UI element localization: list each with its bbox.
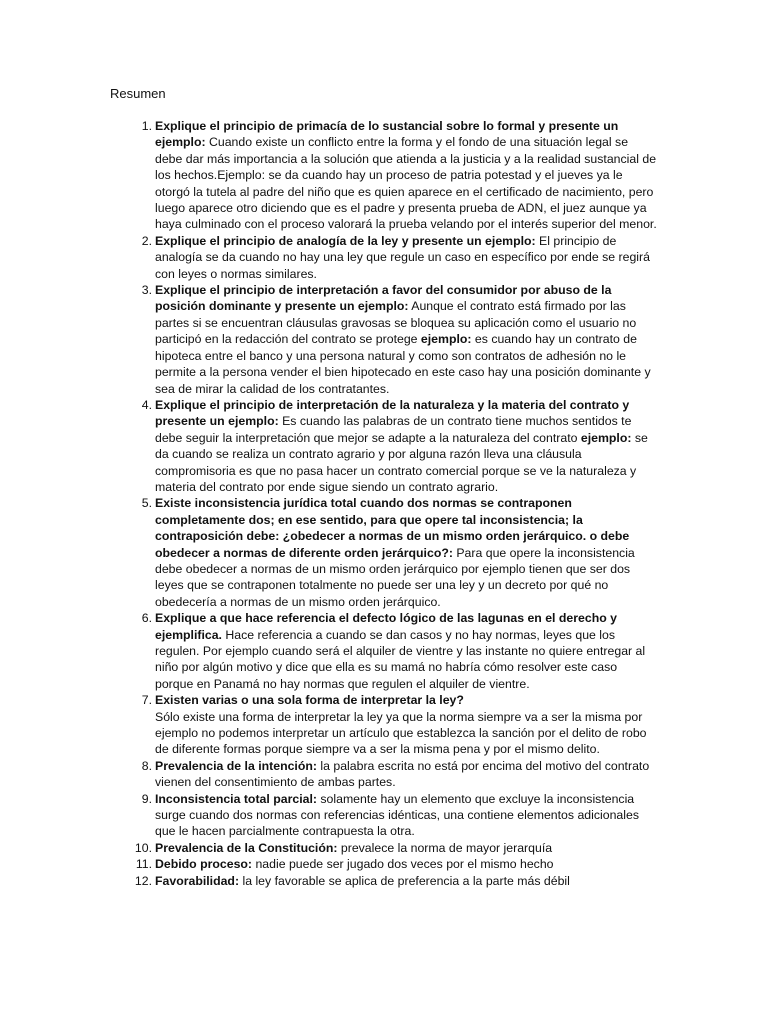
item-question: Existen varias o una sola forma de interpretar la ley?: [155, 693, 464, 708]
list-item: [110, 856, 658, 872]
item-question: Existe inconsistencia jurídica total cuando dos normas se contraponen completamente dos; en ese sentido, para que opere tal inconsistencia; la contraposición debe: ¿obedecer a normas de un mismo orden jerárquico. o debe obedecer a normas de diferente orden jerárquico?:: [155, 496, 630, 560]
item-example-text: se da cuando se realiza un contrato agrario y por alguna razón lleva una cláusula compromisoria es que no pasa hacer un contrato comercial porque se ve la naturaleza y materia del contrato por ende sigue siendo un contrato agrario.: [155, 430, 648, 494]
item-number: 12.: [134, 873, 152, 888]
item-number: 10.: [134, 840, 152, 855]
list-item: [110, 118, 658, 233]
item-answer: la palabra escrita no está por encima del motivo del contrato vienen del consentimiento de ambas partes.: [155, 758, 650, 790]
item-number: 8.: [141, 758, 152, 773]
list-item: [110, 495, 658, 610]
list-item: [110, 791, 658, 840]
list-item: [110, 692, 658, 758]
document-heading: Resumen: [110, 86, 166, 101]
item-question: Inconsistencia total parcial:: [155, 791, 317, 806]
item-number: 1.: [141, 119, 152, 133]
item-number: 4.: [141, 397, 152, 412]
list-item: [110, 233, 658, 282]
item-answer: Hace referencia a cuando se dan casos y no hay normas, leyes que los regulen. Por ejemplo cuando será el alquiler de vientre y las instante no quiere entregar al niño por algún motivo y dice que ella es su mamá no habría cómo resolver este caso porque en Panamá no hay normas que regulen el alquiler de vientre.: [155, 627, 646, 691]
list-item: [110, 758, 658, 791]
item-number: 6.: [141, 611, 152, 626]
item-question: Explique a que hace referencia el defecto lógico de las lagunas en el derecho y ejemplifica.: [155, 611, 617, 642]
list-item: [110, 397, 658, 495]
list-item: [110, 610, 658, 692]
item-answer: Para que opere la inconsistencia debe obedecer a normas de un mismo orden jerárquico por ejemplo tienen que ser dos leyes que se contraponen totalmente no puede ser una ley y un decreto por qué no obedecería a normas de un mismo orden jerárquico.: [155, 545, 635, 609]
item-question: Prevalencia de la intención:: [155, 758, 317, 773]
item-question: Favorabilidad:: [155, 873, 240, 888]
question-list: [110, 118, 658, 889]
list-item: [110, 282, 658, 397]
item-answer: El principio de analogía se da cuando no hay una ley que regule un caso en específico por ende se regirá con leyes o normas similares.: [155, 233, 650, 281]
item-answer: Sólo existe una forma de interpretar la ley ya que la norma siempre va a ser la misma por ejemplo no podemos interpretar un artículo que establezca la sanción por el delito de robo de diferente formas porque siempre va a ser la misma pena y por el mismo delito.: [155, 709, 647, 757]
item-answer: Aunque el contrato está firmado por las partes si se encuentran cláusulas gravosas se bloquea su aplicación como el usuario no participó en la redacción del contrato se protege: [155, 299, 637, 347]
item-example-label: ejemplo:: [420, 332, 472, 347]
item-answer: prevalece la norma de mayor jerarquía: [337, 840, 553, 855]
item-question: Explique el principio de interpretación a favor del consumidor por abuso de la posición dominante y presente un ejemplo:: [155, 283, 612, 314]
item-example-label: ejemplo:: [580, 430, 632, 445]
item-example-text: es cuando hay un contrato de hipoteca entre el banco y una persona natural y como son contratos de adhesión no le permite a la persona vender el bien hipotecado en este caso hay una posición dominante y sea de mirar la calidad de los contratantes.: [155, 332, 651, 396]
list-item: [110, 873, 658, 889]
item-number: 3.: [141, 283, 152, 298]
item-question: Prevalencia de la Constitución:: [155, 840, 338, 855]
item-answer: Es cuando las palabras de un contrato tiene muchos sentidos te debe seguir la interpretación que mejor se adapte a la naturaleza del contrato: [155, 414, 632, 445]
item-number: 7.: [141, 693, 152, 708]
item-question: Explique el principio de primacía de lo sustancial sobre lo formal y presente un ejemplo:: [155, 119, 619, 150]
item-number: 2.: [141, 233, 152, 248]
item-number: 11.: [135, 857, 152, 872]
item-question: Explique el principio de analogía de la ley y presente un ejemplo:: [155, 233, 536, 248]
item-question: Explique el principio de interpretación de la naturaleza y la materia del contrato y presente un ejemplo:: [155, 397, 630, 429]
item-answer: solamente hay un elemento que excluye la inconsistencia surge cuando dos normas con referencias idénticas, una contiene elementos adicionales que le hacen parcialmente contrapuesta la otra.: [155, 791, 639, 839]
item-question: Debido proceso:: [155, 857, 253, 872]
item-number: 5.: [141, 496, 152, 511]
item-answer: la ley favorable se aplica de preferencia a la parte más débil: [239, 873, 570, 888]
list-item: [110, 840, 658, 856]
item-answer: nadie puede ser jugado dos veces por el mismo hecho: [252, 857, 554, 872]
item-number: 9.: [141, 791, 152, 806]
item-answer: Cuando existe un conflicto entre la forma y el fondo de una situación legal se debe dar más importancia a la solución que atienda a la justicia y a la realidad sustancial de los hechos.Ejemplo: se da cuando hay un proceso de patria potestad y el jueves ya le otorgó la tutela al padre del niño que es quien aparece en el certificado de nacimiento, pero luego aparece otro diciendo que es el padre y presenta prueba de ADN, el juez aunque ya haya culminado con el proceso valorará la prueba velando por el interés superior del menor.: [155, 135, 657, 232]
